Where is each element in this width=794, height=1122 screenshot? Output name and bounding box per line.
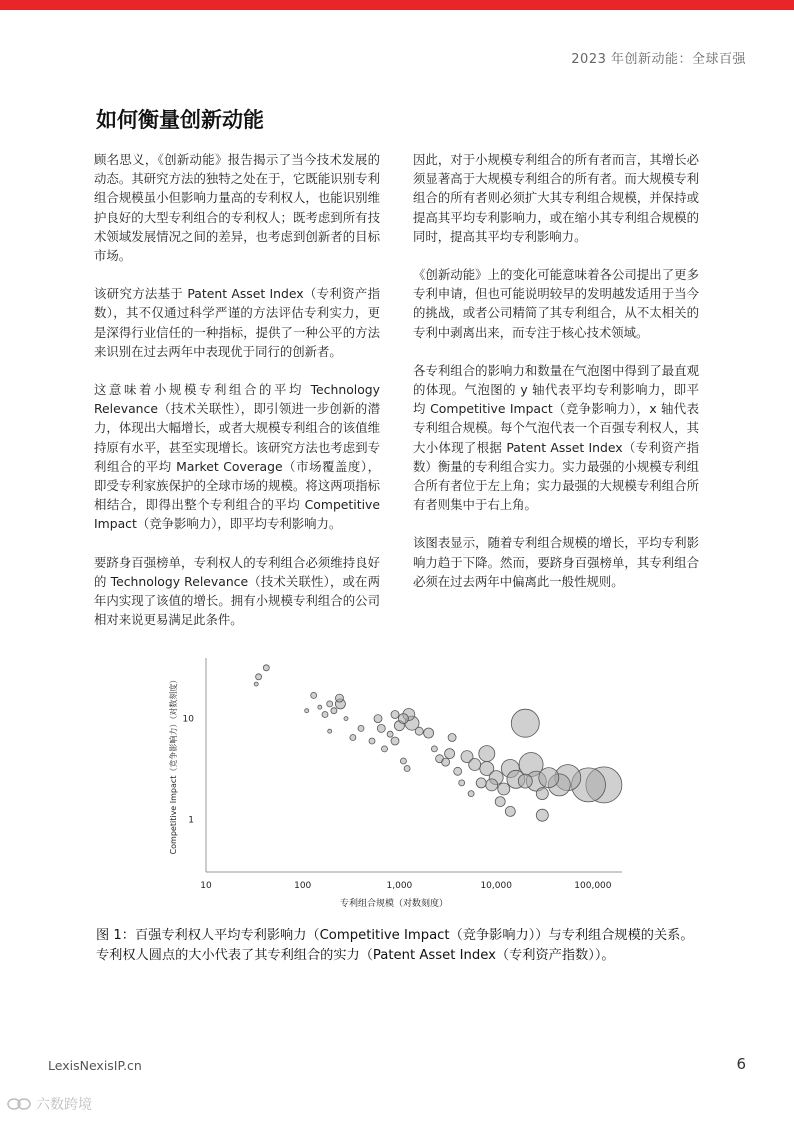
x-axis-label: 专利组合规模（对数刻度） <box>339 899 449 909</box>
bubble-point <box>336 694 344 702</box>
bubble-point <box>263 665 269 671</box>
x-tick-label: 1,000 <box>386 881 413 891</box>
bubble-point <box>442 758 450 766</box>
bubble-point <box>539 768 559 788</box>
watermark-logo-icon <box>6 1097 32 1111</box>
bubble-point <box>454 767 462 775</box>
bubble-point <box>459 780 465 786</box>
bubble-point <box>486 779 498 791</box>
y-axis-label: Competitive Impact（竞争影响力）（对数刻度） <box>169 675 178 855</box>
y-tick-label: 1 <box>188 815 194 826</box>
right-text-column <box>413 150 699 610</box>
bubble-point <box>344 717 348 721</box>
bubble-point <box>505 806 515 816</box>
section-title: 如何衡量创新动能 <box>96 108 264 132</box>
paragraph: 要跻身百强榜单，专利权人的专利组合必须维持良好的 Technology Relevance（技术关联性），或在两年内实现了该值的增长。拥有小规模专利组合的公司相对来说更易满足此条件。 <box>94 554 380 628</box>
watermark-text: 六数跨境 <box>36 1097 92 1113</box>
x-tick-label: 100 <box>294 881 312 891</box>
paragraph: 因此，对于小规模专利组合的所有者而言，其增长必须显著高于大规模专利组合的所有者。而大规模专利组合的所有者则必须扩大其专利组合规模，并保持或提高其平均专利影响力，或在缩小其专利组合规模的同时，提高其平均专利影响力。 <box>413 152 699 244</box>
bubble-point <box>511 709 539 737</box>
bubble-point <box>479 746 495 762</box>
bubble-point <box>448 734 456 742</box>
bubble-point <box>350 735 356 741</box>
paragraph: 该图表显示，随着专利组合规模的增长，平均专利影响力趋于下降。然而，要跻身百强榜单，其专利组合必须在过去两年中偏离此一般性规则。 <box>413 535 699 589</box>
bubble-chart <box>160 650 640 915</box>
bubble-point <box>476 778 486 788</box>
footer-site-link[interactable]: LexisNexisIP.cn <box>48 1058 142 1073</box>
bubble-point <box>536 809 548 821</box>
bubble-point <box>495 797 505 807</box>
bubble-point <box>382 746 388 752</box>
paragraph: 顾名思义，《创新动能》报告揭示了当今技术发展的动态。其研究方法的独特之处在于，它既能识别专利组合规模虽小但影响力量高的专利权人，也能识别维护良好的大型专利组合的专利权人；既考虑到所有技术领域发展情况之间的差异，也考虑到创新者的目标市场。 <box>94 152 380 264</box>
x-tick-label: 10,000 <box>480 881 512 891</box>
bubble-point <box>424 728 434 738</box>
paragraph: 这意味着小规模专利组合的平均 Technology Relevance（技术关联性），即引领进一步创新的潜力，体现出大幅增长，或者大规模专利组合的该值维持原有水平，甚至实现增长。该研究方法也考虑到专利组合的平均 Market Coverage（市场覆盖度），即受专利家族保护的全球市场的规模。将这两项指标相结合，即得出整个专利组合的平均 Competitive Impact（竞争影响力），即平均专利影响力。 <box>94 382 380 532</box>
paragraph: 《创新动能》上的变化可能意味着各公司提出了更多专利申请，但也可能说明较早的发明越发适用于当今的挑战，或者公司精简了其专利组合，从不太相关的专利中剥离出来，而专注于核心技术领域。 <box>413 267 699 340</box>
bubble-point <box>311 692 317 698</box>
bubble-point <box>536 788 548 800</box>
bubble-point <box>318 705 322 709</box>
watermark <box>6 1094 92 1114</box>
figure-caption: 图 1：百强专利权人平均专利影响力（Competitive Impact（竞争影响力））与专利组合规模的关系。专利权人圆点的大小代表了其专利组合的实力（Patent Asset Index（专利资产指数））。 <box>96 928 694 963</box>
page-number: 6 <box>736 1055 746 1073</box>
bubble-point <box>445 749 455 759</box>
bubble-point <box>358 725 364 731</box>
bubble-point <box>431 746 437 752</box>
bubble-point <box>398 714 408 724</box>
x-tick-label: 10 <box>200 881 212 891</box>
bubble-point <box>391 737 399 745</box>
running-header: 2023 年创新动能：全球百强 <box>571 52 746 67</box>
bubble-point <box>377 724 385 732</box>
x-tick-labels <box>200 881 612 891</box>
bubble-point <box>374 715 382 723</box>
paragraph: 各专利组合的影响力和数量在气泡图中得到了最直观的体现。气泡图的 y 轴代表平均专利影响力，即平均 Competitive Impact（竞争影响力），x 轴代表专利组合规模。每个气泡代表一个百强专利权人，其大小体现了根据 Patent Asset Index（专利资产指数）衡量的专利组合实力。实力最强的小规模专利组合所有者位于左上角；实力最强的大规模专利组合所有者则集中于右上角。 <box>413 362 699 513</box>
bubble-point <box>400 758 406 764</box>
bubble-point <box>391 711 399 719</box>
bubble-point <box>305 709 309 713</box>
paragraph: 该研究方法基于 Patent Asset Index（专利资产指数），其不仅通过科学严谨的方法评估专利实力，更是深得行业信任的一种指标，提供了一种公平的方法来识别在过去两年中表现优于同行的创新者。 <box>94 286 380 359</box>
bubble-point <box>469 759 481 771</box>
left-text-column <box>94 150 380 648</box>
bubble-point <box>322 712 328 718</box>
bubble-point <box>328 729 332 733</box>
y-tick-labels <box>183 715 195 826</box>
y-tick-label: 10 <box>182 714 194 725</box>
bubble-layer <box>254 665 622 821</box>
bubble-point <box>518 774 532 788</box>
bubble-point <box>404 766 410 772</box>
bubble-point <box>498 783 510 795</box>
bubble-chart-svg <box>160 650 640 915</box>
top-accent-bar <box>0 0 794 10</box>
bubble-point <box>468 791 474 797</box>
bubble-point <box>331 708 337 714</box>
bubble-point <box>256 674 262 680</box>
bubble-point <box>254 682 258 686</box>
bubble-point <box>327 701 333 707</box>
bubble-point <box>369 738 375 744</box>
bubble-point <box>415 727 423 735</box>
x-tick-label: 100,000 <box>574 881 612 891</box>
bubble-point <box>387 731 393 737</box>
